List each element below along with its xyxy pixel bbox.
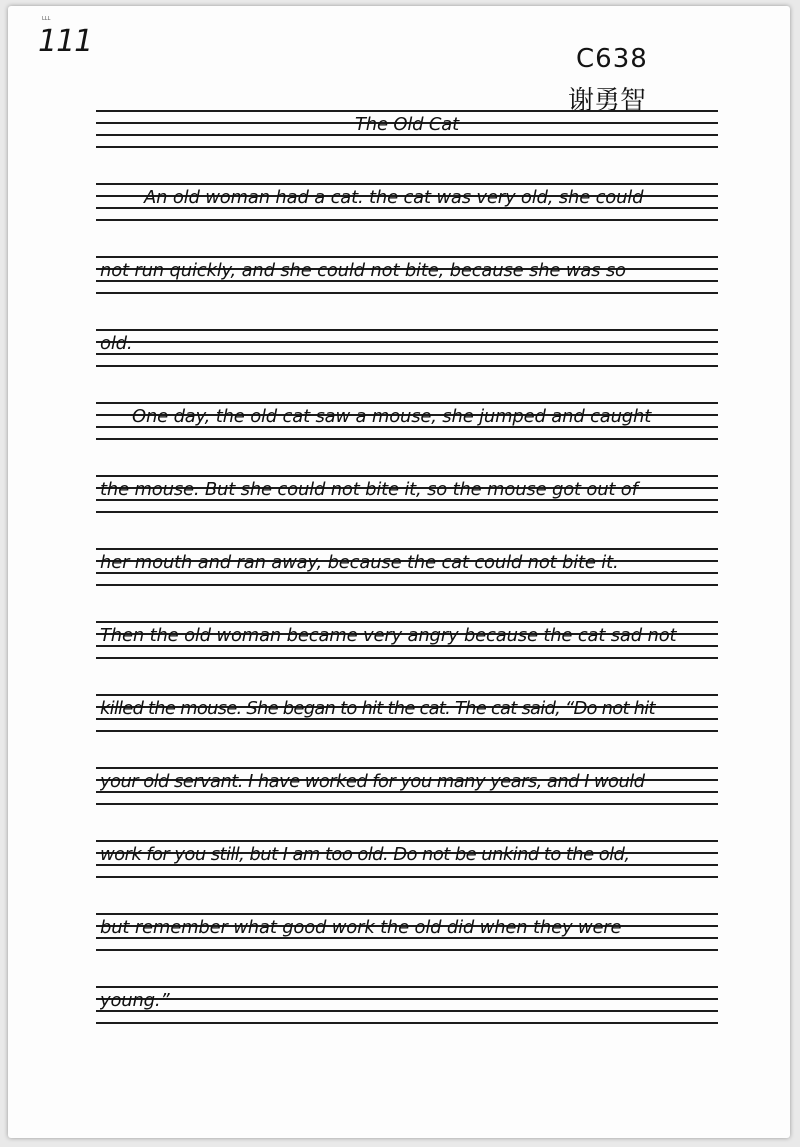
writing-line — [96, 402, 718, 440]
essay-line: young.” — [100, 991, 170, 1011]
essay-line: One day, the old cat saw a mouse, she jumped and caught — [132, 407, 652, 427]
essay-line: Then the old woman became very angry because the cat sad not — [100, 626, 677, 646]
writing-line — [96, 475, 718, 513]
student-name: 谢勇智 — [568, 86, 647, 116]
writing-line — [96, 548, 718, 586]
writing-line — [96, 986, 718, 1024]
handwriting-sheet — [8, 6, 790, 1138]
writing-line — [96, 694, 718, 732]
essay-title: The Old Cat — [355, 115, 459, 135]
writing-line — [96, 840, 718, 878]
writing-line — [96, 329, 718, 367]
corner-mark: LLL — [42, 16, 51, 22]
writing-line — [96, 767, 718, 805]
title-band — [96, 110, 718, 148]
essay-line: work for you still, but I am too old. Do not be unkind to the old, — [100, 845, 630, 865]
essay-line: your old servant. I have worked for you many years, and I would — [100, 772, 645, 792]
essay-line: old. — [100, 334, 133, 354]
student-code: C638 — [576, 44, 648, 74]
essay-line: killed the mouse. She began to hit the cat. The cat said, “Do not hit — [100, 699, 655, 719]
essay-line: her mouth and ran away, because the cat could not bite it. — [100, 553, 619, 573]
essay-line: the mouse. But she could not bite it, so the mouse got out of — [100, 480, 638, 500]
essay-line: but remember what good work the old did when they were — [100, 918, 622, 938]
writing-line — [96, 256, 718, 294]
writing-line — [96, 621, 718, 659]
writing-line — [96, 183, 718, 221]
page-number: 111 — [38, 24, 93, 59]
essay-line: An old woman had a cat. the cat was very old, she could — [144, 188, 644, 208]
writing-line — [96, 913, 718, 951]
essay-line: not run quickly, and she could not bite, because she was so — [100, 261, 626, 281]
